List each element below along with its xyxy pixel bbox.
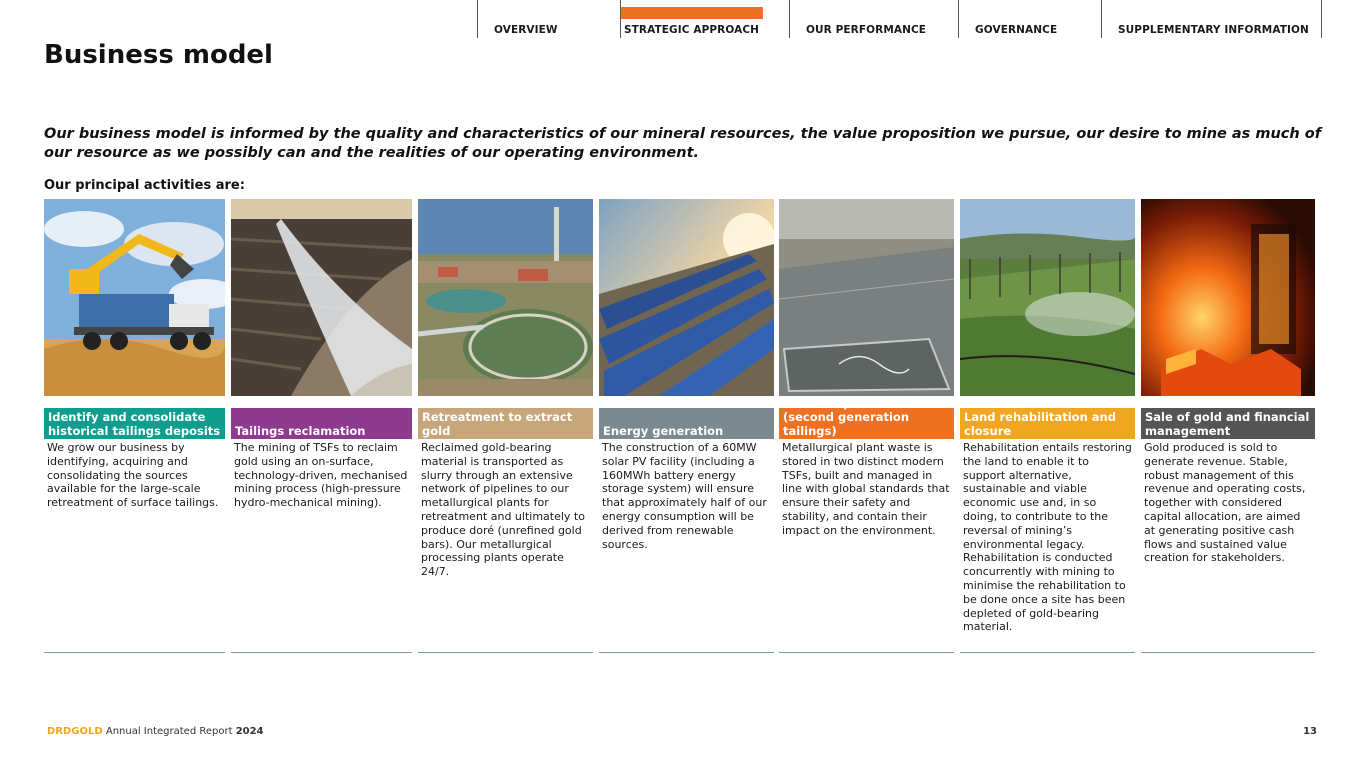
activity-heading-text: Waste deposition (second generation tailings) <box>783 396 910 438</box>
column-divider <box>779 652 954 653</box>
activity-heading-text: Retreatment to extract gold <box>422 410 573 438</box>
activity-heading <box>779 396 954 439</box>
activity-heading <box>231 408 412 439</box>
page-number: 13 <box>1303 726 1317 737</box>
excavator-truck-photo <box>44 199 225 396</box>
activity-description: Rehabilitation entails restoring the land to enable it to support alternative, sustainable and viable economic use and, in so doing, to contribute to the reversal of mining’s environmental legacy. Rehabilitation is conducted concurrently with mining to minimise the rehabilitation to be done once a site has been depleted of gold-bearing material. <box>963 441 1132 634</box>
activity-identify-consolidate <box>44 199 225 510</box>
activity-energy-generation <box>599 199 774 551</box>
activity-land-rehabilitation <box>960 199 1135 634</box>
activity-heading-text: Identify and consolidate historical tailings deposits <box>48 410 221 438</box>
processing-plant-photo <box>418 199 593 396</box>
column-divider <box>1141 652 1315 653</box>
intro-statement: Our business model is informed by the quality and characteristics of our mineral resources, the value proposition we pursue, our desire to mine as much of our resource as we possibly can and the realities of our operating environment. <box>44 126 1322 161</box>
nav-tab-label: OVERVIEW <box>494 24 558 36</box>
activity-description: The construction of a 60MW solar PV facility (including a 160MWh battery energy storage system) will ensure that approximately half of our energy consumption will be derived from renewable sources. <box>602 441 767 551</box>
column-divider <box>231 652 412 653</box>
activity-waste-deposition <box>779 199 954 538</box>
activity-description: Metallurgical plant waste is stored in two distinct modern TSFs, built and managed in line with global standards that ensure their safety and stability, and contain their impact on the environment. <box>782 441 950 537</box>
footer-year: 2024 <box>235 726 264 737</box>
page-title: Business model <box>44 40 273 70</box>
solar-panels-photo <box>599 199 774 396</box>
tailings-facility-photo <box>779 199 954 396</box>
nav-tab-our-performance[interactable] <box>789 0 958 38</box>
top-navigation <box>477 0 1323 38</box>
nav-tab-strategic-approach[interactable] <box>620 0 776 38</box>
nav-tab-label: GOVERNANCE <box>975 24 1058 36</box>
column-divider <box>599 652 774 653</box>
activity-tailings-reclamation <box>231 199 412 510</box>
active-tab-indicator <box>621 7 763 19</box>
activity-retreatment <box>418 199 593 579</box>
nav-tab-label: SUPPLEMENTARY INFORMATION <box>1118 24 1309 36</box>
activity-heading-text: Sale of gold and financial management <box>1145 410 1310 438</box>
activity-heading <box>418 408 593 439</box>
activity-heading <box>1141 408 1315 439</box>
principal-activities-heading: Our principal activities are: <box>44 178 245 193</box>
footer-report-name <box>47 726 264 737</box>
column-divider <box>44 652 225 653</box>
footer-brand: DRDGOLD <box>47 726 103 737</box>
activity-description: Reclaimed gold-bearing material is transported as slurry through an extensive network of pipelines to our metallurgical plants for retreatment and ultimately to produce doré (unrefined gold bars). Our metallurgical processing plants operate 24/7. <box>421 441 585 579</box>
activity-heading-text: Energy generation <box>603 424 724 438</box>
column-divider <box>960 652 1135 653</box>
nav-tab-governance[interactable] <box>958 0 1101 38</box>
nav-tab-label: STRATEGIC APPROACH <box>624 24 760 36</box>
nav-tab-supplementary-information[interactable] <box>1101 0 1322 38</box>
nav-tab-label: OUR PERFORMANCE <box>806 24 927 36</box>
nav-tab-overview[interactable] <box>477 0 620 38</box>
molten-gold-photo <box>1141 199 1315 396</box>
activity-sale-of-gold <box>1141 199 1315 565</box>
activity-description: The mining of TSFs to reclaim gold using an on-surface, technology-driven, mechanised mining process (high-pressure hydro-mechanical mining). <box>234 441 408 510</box>
hydro-mining-photo <box>231 199 412 396</box>
activity-heading-text: Land rehabilitation and closure <box>964 410 1116 438</box>
vegetation-irrigation-photo <box>960 199 1135 396</box>
activity-description: We grow our business by identifying, acquiring and consolidating the sources available for the large-scale retreatment of surface tailings. <box>47 441 219 510</box>
column-divider <box>418 652 593 653</box>
footer-report-title: Annual Integrated Report <box>102 726 236 737</box>
activity-heading <box>44 408 225 439</box>
activity-heading-text: Tailings reclamation <box>235 424 366 438</box>
activity-heading <box>599 408 774 439</box>
activity-description: Gold produced is sold to generate revenue. Stable, robust management of this revenue and operating costs, together with considered capital allocation, are aimed at generating positive cash flows and sustained value creation for stakeholders. <box>1144 441 1306 565</box>
activity-heading <box>960 408 1135 439</box>
